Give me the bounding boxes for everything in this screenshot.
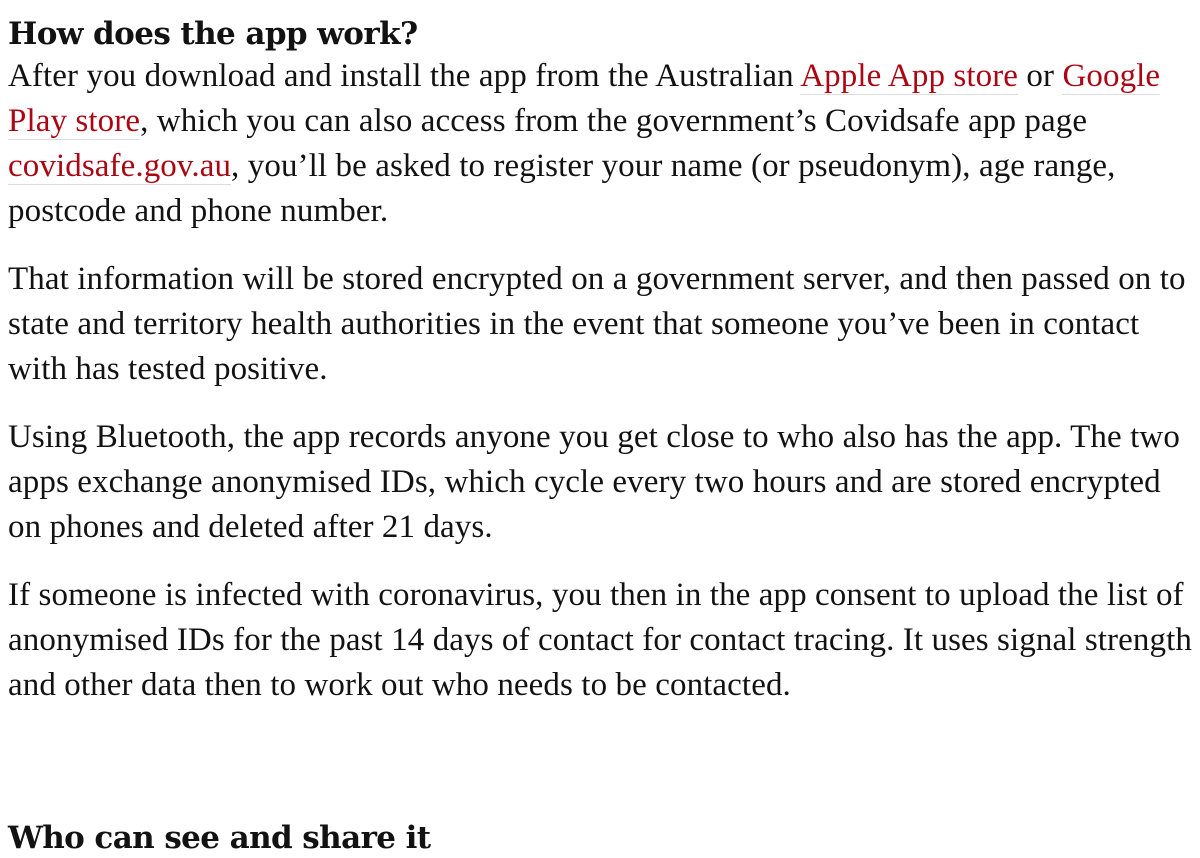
covidsafe-gov-link[interactable]: covidsafe.gov.au	[8, 148, 232, 184]
paragraph-bluetooth: Using Bluetooth, the app records anyone you get close to who also has the app. The two apps exchange anonymised IDs, which cycle every two hours and are stored encrypted on phones and deleted after 21 days.	[8, 419, 1180, 545]
section-heading: How does the app work?	[8, 16, 418, 52]
paragraph-text: , you’ll be asked to register your name (or pseudonym), age range, postcode and phone number.	[8, 148, 1116, 229]
next-section-heading: Who can see and share it	[8, 820, 431, 856]
paragraph-text: After you download and install the app from the Australian	[8, 58, 801, 94]
google-play-store-link[interactable]: Google Play store	[8, 58, 1161, 139]
paragraph-text: or	[1018, 58, 1063, 94]
paragraph-storage: That information will be stored encrypted on a government server, and then passed on to state and territory health authorities in the event that someone you’ve been in contact with has tested positive.	[8, 261, 1186, 387]
paragraph-text: , which you can also access from the government’s Covidsafe app page	[140, 103, 1088, 139]
article-body	[8, 0, 1194, 731]
paragraph-download	[8, 54, 1194, 234]
paragraph-infection: If someone is infected with coronavirus, you then in the app consent to upload the list of anonymised IDs for the past 14 days of contact for contact tracing. It uses signal strength and other data then to work out who needs to be contacted.	[8, 577, 1192, 703]
apple-app-store-link[interactable]: Apple App store	[800, 58, 1019, 94]
